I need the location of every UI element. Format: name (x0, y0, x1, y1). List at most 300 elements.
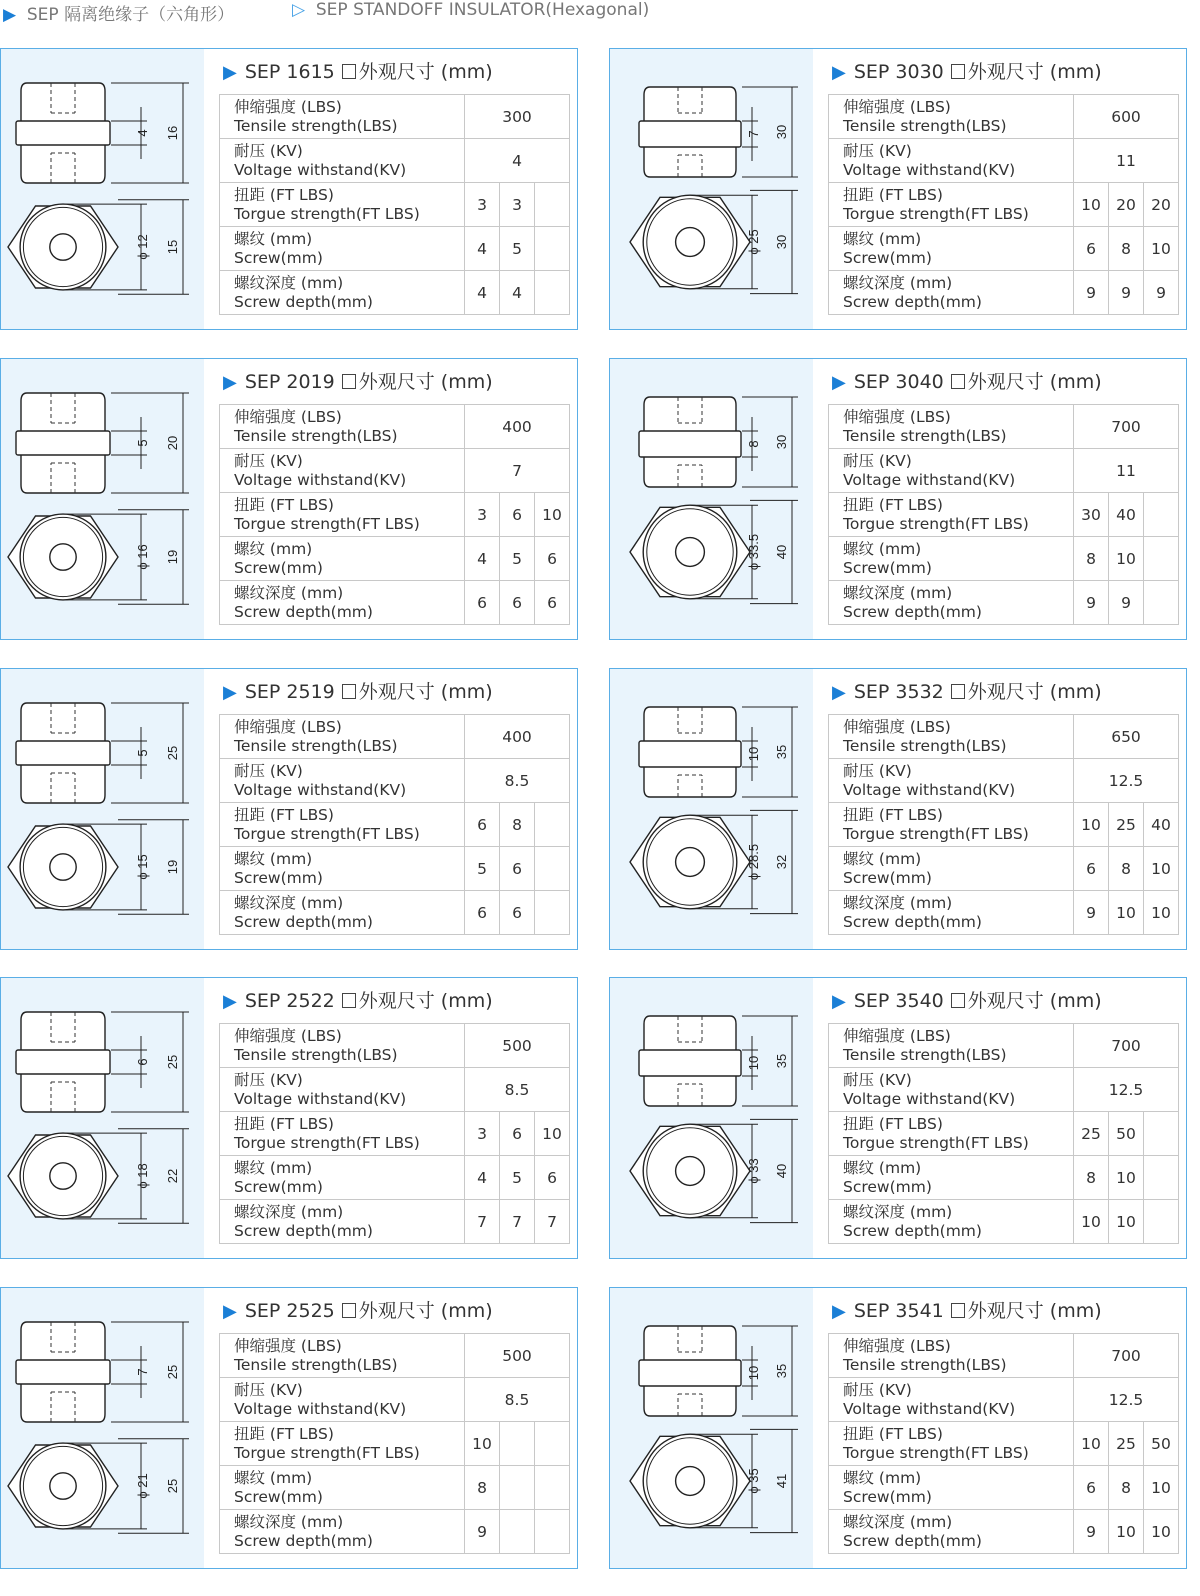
insulator-top-view (8, 1133, 118, 1219)
card-title (223, 986, 493, 1013)
spec-label: 螺纹深度 (mm) Screw depth(mm) (220, 1200, 465, 1244)
insulator-top-view (630, 1124, 750, 1218)
title-suffix: 外观尺寸 (mm) (358, 1300, 493, 1322)
spec-value: 6 (500, 493, 535, 537)
spec-value: 12.5 (1074, 759, 1179, 803)
spec-label: 螺纹深度 (mm) Screw depth(mm) (220, 581, 465, 625)
spec-value: 700 (1074, 1334, 1179, 1378)
spec-value: 25 (1109, 803, 1144, 847)
dim-mid: 8 (746, 440, 761, 448)
spec-label: 扭距 (FT LBS) Torgue strength(FT LBS) (220, 183, 465, 227)
card-title (223, 1296, 493, 1323)
spec-table (828, 1333, 1179, 1554)
dim-hex: 19 (165, 859, 180, 875)
play-triangle-icon: ▶ (832, 991, 846, 1012)
play-triangle-icon: ▶ (223, 1301, 237, 1322)
spec-value (1144, 1112, 1179, 1156)
spec-label: 扭距 (FT LBS) Torgue strength(FT LBS) (220, 803, 465, 847)
spec-row-depth (829, 271, 1179, 315)
spec-label: 扭距 (FT LBS) Torgue strength(FT LBS) (829, 803, 1074, 847)
product-card (609, 48, 1187, 330)
spec-value: 6 (465, 891, 500, 935)
insulator-top-view (630, 1434, 750, 1528)
spec-label: 螺纹 (mm) Screw(mm) (220, 1156, 465, 1200)
dim-height: 35 (774, 1363, 789, 1379)
drawing-panel (1, 359, 204, 639)
dim-mid: 10 (746, 1055, 761, 1071)
spec-value: 6 (500, 1112, 535, 1156)
spec-value: 10 (1074, 1200, 1109, 1244)
play-triangle-icon: ▶ (832, 62, 846, 83)
spec-label: 耐压 (KV) Voltage withstand(KV) (220, 449, 465, 493)
spec-row-depth (220, 1510, 570, 1554)
spec-row-torque (220, 493, 570, 537)
play-triangle-icon: ▶ (832, 372, 846, 393)
spec-label: 螺纹深度 (mm) Screw depth(mm) (829, 271, 1074, 315)
square-icon (342, 64, 356, 79)
square-icon (342, 374, 356, 389)
spec-value (1144, 493, 1179, 537)
dim-hex: 15 (165, 239, 180, 255)
insulator-side-view (639, 707, 741, 797)
spec-label: 伸缩强度 (LBS) Tensile strength(LBS) (220, 1024, 465, 1068)
spec-row-screw (220, 847, 570, 891)
dim-height: 25 (165, 1054, 180, 1070)
drawing-panel (1, 978, 204, 1258)
spec-row-tensile (829, 95, 1179, 139)
spec-value: 20 (1144, 183, 1179, 227)
product-card (609, 668, 1187, 950)
dim-height: 30 (774, 124, 789, 140)
spec-value: 9 (465, 1510, 500, 1554)
spec-value: 8.5 (465, 759, 570, 803)
spec-value: 8.5 (465, 1068, 570, 1112)
product-card (0, 48, 578, 330)
spec-label: 扭距 (FT LBS) Torgue strength(FT LBS) (220, 1422, 465, 1466)
spec-value: 8 (1074, 1156, 1109, 1200)
spec-value: 10 (1109, 1510, 1144, 1554)
spec-row-voltage (220, 449, 570, 493)
drawing-panel (610, 1288, 813, 1568)
product-card (609, 1287, 1187, 1569)
spec-value: 6 (500, 891, 535, 935)
spec-value: 8 (465, 1466, 500, 1510)
card-title (832, 57, 1102, 84)
spec-row-torque (220, 1422, 570, 1466)
model-name: SEP 3540 (853, 990, 944, 1012)
spec-value: 9 (1074, 271, 1109, 315)
model-name: SEP 3532 (853, 681, 944, 703)
model-name: SEP 3541 (853, 1300, 944, 1322)
spec-value: 10 (1074, 183, 1109, 227)
spec-value: 11 (1074, 449, 1179, 493)
spec-label: 螺纹 (mm) Screw(mm) (220, 537, 465, 581)
spec-row-tensile (829, 715, 1179, 759)
play-triangle-icon: ▶ (832, 1301, 846, 1322)
spec-label: 扭距 (FT LBS) Torgue strength(FT LBS) (829, 493, 1074, 537)
spec-value (500, 1510, 535, 1554)
spec-row-screw (829, 847, 1179, 891)
spec-row-depth (220, 891, 570, 935)
insulator-side-view (16, 1012, 110, 1112)
dim-dia: ϕ 12 (135, 234, 150, 260)
model-name: SEP 2522 (244, 990, 335, 1012)
spec-value: 650 (1074, 715, 1179, 759)
square-icon (951, 684, 965, 699)
spec-value: 6 (535, 1156, 570, 1200)
spec-row-tensile (220, 1334, 570, 1378)
spec-value: 30 (1074, 493, 1109, 537)
spec-value: 10 (1074, 1422, 1109, 1466)
dim-dia: ϕ 28.5 (746, 843, 761, 881)
spec-value: 600 (1074, 95, 1179, 139)
spec-table (219, 714, 570, 935)
spec-value: 500 (465, 1334, 570, 1378)
spec-value: 5 (500, 1156, 535, 1200)
spec-row-screw (220, 227, 570, 271)
play-triangle-icon: ▶ (223, 372, 237, 393)
spec-value (500, 1466, 535, 1510)
spec-value: 11 (1074, 139, 1179, 183)
spec-value: 10 (535, 1112, 570, 1156)
spec-value (535, 227, 570, 271)
title-suffix: 外观尺寸 (mm) (967, 371, 1102, 393)
spec-row-torque (829, 1112, 1179, 1156)
spec-row-voltage (829, 139, 1179, 183)
spec-table (828, 1023, 1179, 1244)
spec-row-voltage (220, 139, 570, 183)
spec-value: 10 (1109, 537, 1144, 581)
dim-hex: 22 (165, 1168, 180, 1184)
spec-value: 700 (1074, 405, 1179, 449)
product-card (0, 668, 578, 950)
spec-table (219, 404, 570, 625)
card-title (832, 986, 1102, 1013)
outline-triangle-icon: ▷ (292, 0, 306, 20)
header-cn (3, 0, 234, 25)
spec-value (535, 1466, 570, 1510)
spec-value: 40 (1144, 803, 1179, 847)
model-name: SEP 3030 (853, 61, 944, 83)
spec-value: 12.5 (1074, 1378, 1179, 1422)
insulator-side-view (16, 393, 110, 493)
model-name: SEP 1615 (244, 61, 335, 83)
spec-value: 4 (465, 227, 500, 271)
dim-mid: 5 (135, 749, 150, 757)
spec-value (535, 271, 570, 315)
square-icon (342, 1303, 356, 1318)
spec-value: 5 (465, 847, 500, 891)
spec-row-voltage (829, 1378, 1179, 1422)
spec-value: 10 (1109, 891, 1144, 935)
drawing-panel (1, 1288, 204, 1568)
spec-row-screw (829, 537, 1179, 581)
insulator-side-view (16, 83, 110, 183)
spec-label: 耐压 (KV) Voltage withstand(KV) (829, 1068, 1074, 1112)
spec-row-torque (220, 183, 570, 227)
spec-row-screw (220, 537, 570, 581)
spec-value (535, 891, 570, 935)
product-card (0, 977, 578, 1259)
spec-table (219, 94, 570, 315)
spec-row-torque (829, 493, 1179, 537)
spec-value (1144, 581, 1179, 625)
square-icon (951, 993, 965, 1008)
header-title-en: SEP STANDOFF INSULATOR(Hexagonal) (315, 0, 650, 20)
dim-height: 30 (774, 434, 789, 450)
spec-label: 伸缩强度 (LBS) Tensile strength(LBS) (829, 405, 1074, 449)
spec-label: 扭距 (FT LBS) Torgue strength(FT LBS) (220, 493, 465, 537)
dim-mid: 7 (746, 130, 761, 138)
drawing-panel (1, 49, 204, 329)
spec-row-screw (220, 1156, 570, 1200)
insulator-top-view (8, 824, 118, 910)
spec-row-depth (220, 271, 570, 315)
title-suffix: 外观尺寸 (mm) (967, 990, 1102, 1012)
spec-value: 10 (1109, 1200, 1144, 1244)
spec-label: 螺纹深度 (mm) Screw depth(mm) (220, 271, 465, 315)
spec-label: 耐压 (KV) Voltage withstand(KV) (829, 1378, 1074, 1422)
spec-value (535, 183, 570, 227)
dim-dia: ϕ 18 (135, 1163, 150, 1189)
spec-row-depth (829, 1510, 1179, 1554)
spec-value: 6 (535, 537, 570, 581)
dim-height: 25 (165, 745, 180, 761)
spec-row-voltage (829, 759, 1179, 803)
title-suffix: 外观尺寸 (mm) (358, 681, 493, 703)
dim-mid: 10 (746, 746, 761, 762)
spec-value: 9 (1074, 891, 1109, 935)
dim-hex: 30 (774, 234, 789, 250)
square-icon (951, 1303, 965, 1318)
spec-table (828, 714, 1179, 935)
spec-label: 耐压 (KV) Voltage withstand(KV) (829, 759, 1074, 803)
play-triangle-icon: ▶ (223, 991, 237, 1012)
dim-height: 35 (774, 744, 789, 760)
product-card (0, 358, 578, 640)
square-icon (951, 374, 965, 389)
spec-value: 10 (1109, 1156, 1144, 1200)
title-suffix: 外观尺寸 (mm) (358, 371, 493, 393)
drawing-panel (610, 669, 813, 949)
spec-value: 10 (1144, 227, 1179, 271)
dim-hex: 19 (165, 549, 180, 565)
dim-hex: 40 (774, 1163, 789, 1179)
spec-label: 伸缩强度 (LBS) Tensile strength(LBS) (220, 95, 465, 139)
product-card (609, 977, 1187, 1259)
insulator-side-view (639, 397, 741, 487)
spec-value: 6 (1074, 847, 1109, 891)
spec-value: 700 (1074, 1024, 1179, 1068)
spec-label: 扭距 (FT LBS) Torgue strength(FT LBS) (829, 1112, 1074, 1156)
spec-value: 6 (500, 581, 535, 625)
spec-row-depth (220, 1200, 570, 1244)
spec-value: 6 (465, 803, 500, 847)
spec-value: 9 (1109, 271, 1144, 315)
square-icon (342, 993, 356, 1008)
dim-dia: ϕ 33.5 (746, 533, 761, 571)
dim-height: 20 (165, 435, 180, 451)
spec-row-tensile (829, 1024, 1179, 1068)
insulator-top-view (8, 514, 118, 600)
spec-label: 伸缩强度 (LBS) Tensile strength(LBS) (829, 1024, 1074, 1068)
spec-label: 耐压 (KV) Voltage withstand(KV) (220, 759, 465, 803)
spec-value: 4 (465, 139, 570, 183)
insulator-side-view (639, 1326, 741, 1416)
spec-value: 5 (500, 537, 535, 581)
header-title-cn: SEP 隔离绝缘子（六角形） (26, 5, 235, 25)
spec-value: 500 (465, 1024, 570, 1068)
spec-value: 300 (465, 95, 570, 139)
spec-value: 10 (465, 1422, 500, 1466)
dim-mid: 4 (135, 129, 150, 137)
insulator-top-view (630, 195, 750, 289)
page-header (0, 0, 1200, 30)
spec-value: 6 (1074, 1466, 1109, 1510)
spec-row-torque (829, 183, 1179, 227)
spec-row-tensile (829, 405, 1179, 449)
spec-value (535, 847, 570, 891)
model-name: SEP 3040 (853, 371, 944, 393)
insulator-side-view (16, 703, 110, 803)
spec-row-tensile (220, 95, 570, 139)
spec-label: 耐压 (KV) Voltage withstand(KV) (829, 449, 1074, 493)
spec-value: 25 (1074, 1112, 1109, 1156)
dim-mid: 5 (135, 439, 150, 447)
spec-value: 7 (535, 1200, 570, 1244)
drawing-panel (1, 669, 204, 949)
spec-value: 10 (1144, 1466, 1179, 1510)
spec-label: 螺纹 (mm) Screw(mm) (220, 847, 465, 891)
spec-value: 6 (465, 581, 500, 625)
spec-label: 伸缩强度 (LBS) Tensile strength(LBS) (220, 405, 465, 449)
spec-value: 9 (1074, 1510, 1109, 1554)
insulator-top-view (630, 505, 750, 599)
spec-label: 耐压 (KV) Voltage withstand(KV) (220, 1378, 465, 1422)
spec-value: 4 (465, 1156, 500, 1200)
spec-value: 3 (465, 493, 500, 537)
play-triangle-icon: ▶ (3, 5, 17, 25)
dim-mid: 7 (135, 1368, 150, 1376)
dim-mid: 10 (746, 1365, 761, 1381)
dim-dia: ϕ 15 (135, 854, 150, 880)
spec-value: 9 (1144, 271, 1179, 315)
spec-value: 6 (535, 581, 570, 625)
spec-row-tensile (220, 715, 570, 759)
spec-value: 8 (1109, 1466, 1144, 1510)
title-suffix: 外观尺寸 (mm) (967, 1300, 1102, 1322)
card-title (223, 677, 493, 704)
spec-label: 螺纹 (mm) Screw(mm) (220, 1466, 465, 1510)
spec-label: 伸缩强度 (LBS) Tensile strength(LBS) (220, 715, 465, 759)
spec-row-voltage (220, 1068, 570, 1112)
spec-value: 9 (1074, 581, 1109, 625)
spec-value: 50 (1144, 1422, 1179, 1466)
spec-label: 扭距 (FT LBS) Torgue strength(FT LBS) (220, 1112, 465, 1156)
spec-value: 10 (1144, 847, 1179, 891)
dim-hex: 32 (774, 854, 789, 870)
spec-value (1144, 1200, 1179, 1244)
drawing-panel (610, 49, 813, 329)
model-name: SEP 2525 (244, 1300, 335, 1322)
spec-value (1144, 1156, 1179, 1200)
spec-label: 耐压 (KV) Voltage withstand(KV) (220, 1068, 465, 1112)
spec-label: 螺纹深度 (mm) Screw depth(mm) (829, 1510, 1074, 1554)
spec-row-screw (829, 227, 1179, 271)
spec-value: 7 (465, 449, 570, 493)
spec-label: 螺纹深度 (mm) Screw depth(mm) (220, 1510, 465, 1554)
spec-row-depth (220, 581, 570, 625)
card-title (223, 367, 493, 394)
square-icon (342, 684, 356, 699)
spec-value: 3 (500, 183, 535, 227)
spec-value: 10 (1074, 803, 1109, 847)
insulator-side-view (16, 1322, 110, 1422)
spec-value: 9 (1109, 581, 1144, 625)
spec-value: 5 (500, 227, 535, 271)
card-title (223, 57, 493, 84)
dim-hex: 40 (774, 544, 789, 560)
spec-value: 8 (500, 803, 535, 847)
spec-value: 4 (465, 271, 500, 315)
spec-value: 6 (1074, 227, 1109, 271)
spec-row-tensile (829, 1334, 1179, 1378)
spec-row-torque (829, 803, 1179, 847)
spec-label: 螺纹 (mm) Screw(mm) (829, 537, 1074, 581)
spec-label: 螺纹 (mm) Screw(mm) (220, 227, 465, 271)
spec-row-tensile (220, 1024, 570, 1068)
title-suffix: 外观尺寸 (mm) (967, 681, 1102, 703)
spec-value: 8 (1109, 227, 1144, 271)
spec-row-voltage (220, 759, 570, 803)
spec-row-depth (829, 891, 1179, 935)
spec-label: 伸缩强度 (LBS) Tensile strength(LBS) (829, 715, 1074, 759)
spec-value: 8 (1074, 537, 1109, 581)
spec-label: 螺纹 (mm) Screw(mm) (829, 1466, 1074, 1510)
play-triangle-icon: ▶ (832, 682, 846, 703)
spec-row-torque (220, 1112, 570, 1156)
dim-dia: ϕ 21 (135, 1473, 150, 1499)
spec-value: 40 (1109, 493, 1144, 537)
model-name: SEP 2019 (244, 371, 335, 393)
spec-value: 10 (1144, 891, 1179, 935)
spec-value: 7 (465, 1200, 500, 1244)
drawing-panel (610, 978, 813, 1258)
spec-value: 50 (1109, 1112, 1144, 1156)
spec-table (828, 94, 1179, 315)
spec-label: 耐压 (KV) Voltage withstand(KV) (220, 139, 465, 183)
spec-label: 伸缩强度 (LBS) Tensile strength(LBS) (829, 95, 1074, 139)
spec-label: 螺纹 (mm) Screw(mm) (829, 227, 1074, 271)
spec-value: 8.5 (465, 1378, 570, 1422)
square-icon (951, 64, 965, 79)
spec-value: 12.5 (1074, 1068, 1179, 1112)
spec-value: 400 (465, 405, 570, 449)
insulator-top-view (8, 1443, 118, 1529)
spec-value: 25 (1109, 1422, 1144, 1466)
dim-height: 35 (774, 1053, 789, 1069)
play-triangle-icon: ▶ (223, 62, 237, 83)
product-card (0, 1287, 578, 1569)
title-suffix: 外观尺寸 (mm) (358, 990, 493, 1012)
spec-label: 螺纹 (mm) Screw(mm) (829, 1156, 1074, 1200)
card-title (832, 677, 1102, 704)
spec-label: 扭距 (FT LBS) Torgue strength(FT LBS) (829, 183, 1074, 227)
spec-value: 400 (465, 715, 570, 759)
spec-value: 4 (500, 271, 535, 315)
play-triangle-icon: ▶ (223, 682, 237, 703)
dim-hex: 41 (774, 1473, 789, 1489)
